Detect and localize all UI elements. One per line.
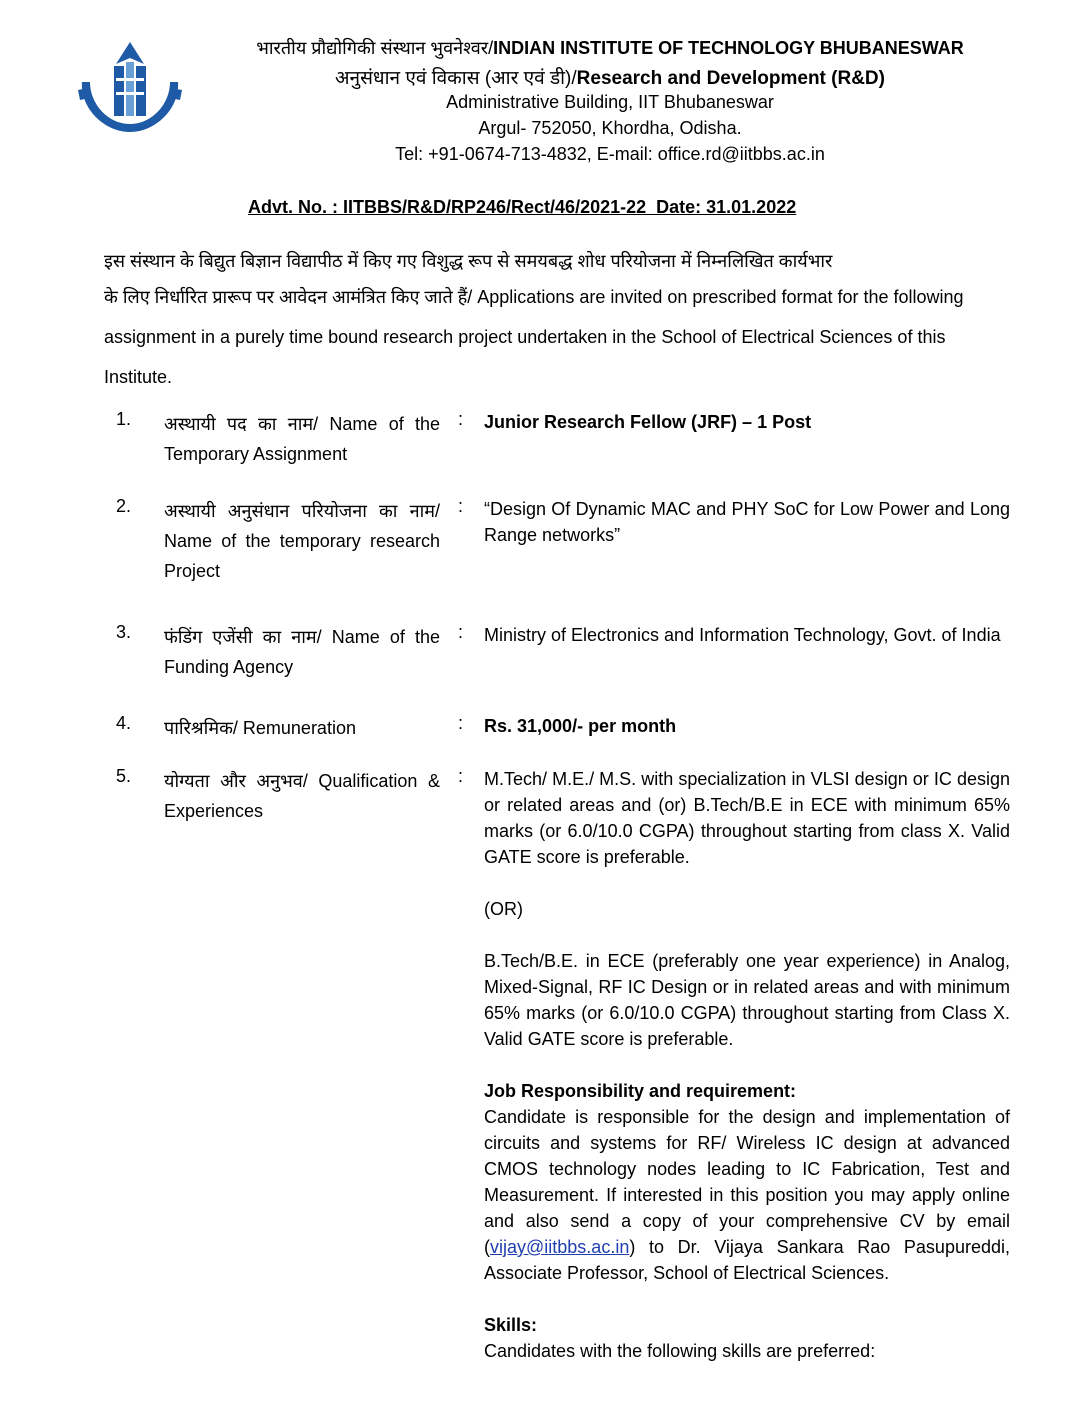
contact-email-link[interactable]: vijay@iitbbs.ac.in (490, 1237, 630, 1257)
or-separator: (OR) (484, 899, 523, 919)
job-responsibility-text (484, 1104, 1010, 1286)
item-label: फंडिंग एजेंसी का नाम/ Name of the Funding Agency (164, 627, 440, 677)
skills-heading: Skills: (484, 1315, 538, 1335)
item-value: “Design Of Dynamic MAC and PHY SoC for Low Power and Long Range networks” (484, 499, 1010, 545)
intro-paragraph (104, 245, 988, 397)
item-colon: : (458, 713, 464, 733)
item-number: 3. (116, 622, 132, 642)
item-colon: : (458, 766, 464, 786)
item-label: पारिश्रमिक/ Remuneration (164, 718, 356, 738)
item-value: Ministry of Electronics and Information Technology, Govt. of India (484, 625, 1001, 645)
intro-english: Applications are invited on prescribed format for the following assignment in a purely time bound research project undertaken in the School of Electrical Sciences of this Institute. (104, 287, 964, 387)
job-text-part-1: Candidate is responsible for the design and implementation of circuits and systems for RF/ Wireless IC design at advanced CMOS technology nodes leading to IC Fabrication, Test and Measurement. If interested in this position you may apply online and also send a copy of your comprehensive CV by email ( (484, 1107, 1010, 1257)
contact-line: Tel: +91-0674-713-4832, E-mail: office.rd@iitbbs.ac.in (395, 144, 825, 164)
iit-bhubaneswar-logo (74, 38, 186, 138)
header-institute (200, 36, 1020, 60)
item-label: अस्थायी पद का नाम/ Name of the Temporary Assignment (164, 414, 440, 464)
item-number: 4. (116, 713, 132, 733)
institute-hindi: भारतीय प्रौद्योगिकी संस्थान भुवनेश्वर/ (256, 38, 494, 58)
qualification-details (484, 766, 1010, 1364)
item-number: 5. (116, 766, 132, 786)
skills-text: Candidates with the following skills are preferred: (484, 1341, 876, 1361)
item-colon: : (458, 409, 464, 429)
qualification-option-1: M.Tech/ M.E./ M.S. with specialization in VLSI design or IC design or related areas and (or) B.Tech/B.E in ECE with minimum 65% marks (or 6.0/10.0 CGPA) throughout starting from class X. Valid GATE score is preferable. (484, 769, 1010, 867)
intro-hindi-2: के लिए निर्धारित प्रारूप पर आवेदन आमंत्रित किए जाते हैं/ (104, 287, 473, 307)
item-number: 2. (116, 496, 132, 516)
qualification-option-2: B.Tech/B.E. in ECE (preferably one year experience) in Analog, Mixed-Signal, RF IC Design or in related areas and with minimum 65% marks (or 6.0/10.0 CGPA) throughout starting from Class X. Valid GATE score is preferable. (484, 951, 1010, 1049)
intro-hindi-line: इस संस्थान के बिद्युत बिज्ञान विद्यापीठ में किए गए विशुद्ध रूप से समयबद्ध शोध परियोजना में निम्नलिखित कार्यभार (104, 251, 833, 271)
header-department (200, 64, 1020, 90)
dept-english: Research and Development (R&D) (576, 68, 885, 89)
advertisement-number: Advt. No. : IITBBS/R&D/RP246/Rect/46/2021-22 Date: 31.01.2022 (248, 197, 797, 217)
job-text-part-2: ) to Dr. Vijaya Sankara Rao Pasupureddi, Associate Professor, School of Electrical Sciences. (484, 1237, 1010, 1283)
institute-english: INDIAN INSTITUTE OF TECHNOLOGY BHUBANESWAR (493, 38, 964, 58)
intro-mixed (104, 277, 988, 397)
item-value: Junior Research Fellow (JRF) – 1 Post (484, 412, 812, 432)
item-colon: : (458, 496, 464, 516)
item-label: योग्यता और अनुभव/ Qualification & Experiences (164, 771, 440, 821)
dept-hindi: अनुसंधान एवं विकास (आर एवं डी)/ (335, 68, 577, 89)
address-line-2: Argul- 752050, Khordha, Odisha. (478, 118, 742, 138)
item-value: Rs. 31,000/- per month (484, 716, 677, 736)
item-label: अस्थायी अनुसंधान परियोजना का नाम/ Name of the temporary research Project (164, 501, 440, 581)
item-number: 1. (116, 409, 132, 429)
job-responsibility-heading: Job Responsibility and requirement: (484, 1081, 797, 1101)
address-line-1: Administrative Building, IIT Bhubaneswar (446, 92, 774, 112)
item-colon: : (458, 622, 464, 642)
